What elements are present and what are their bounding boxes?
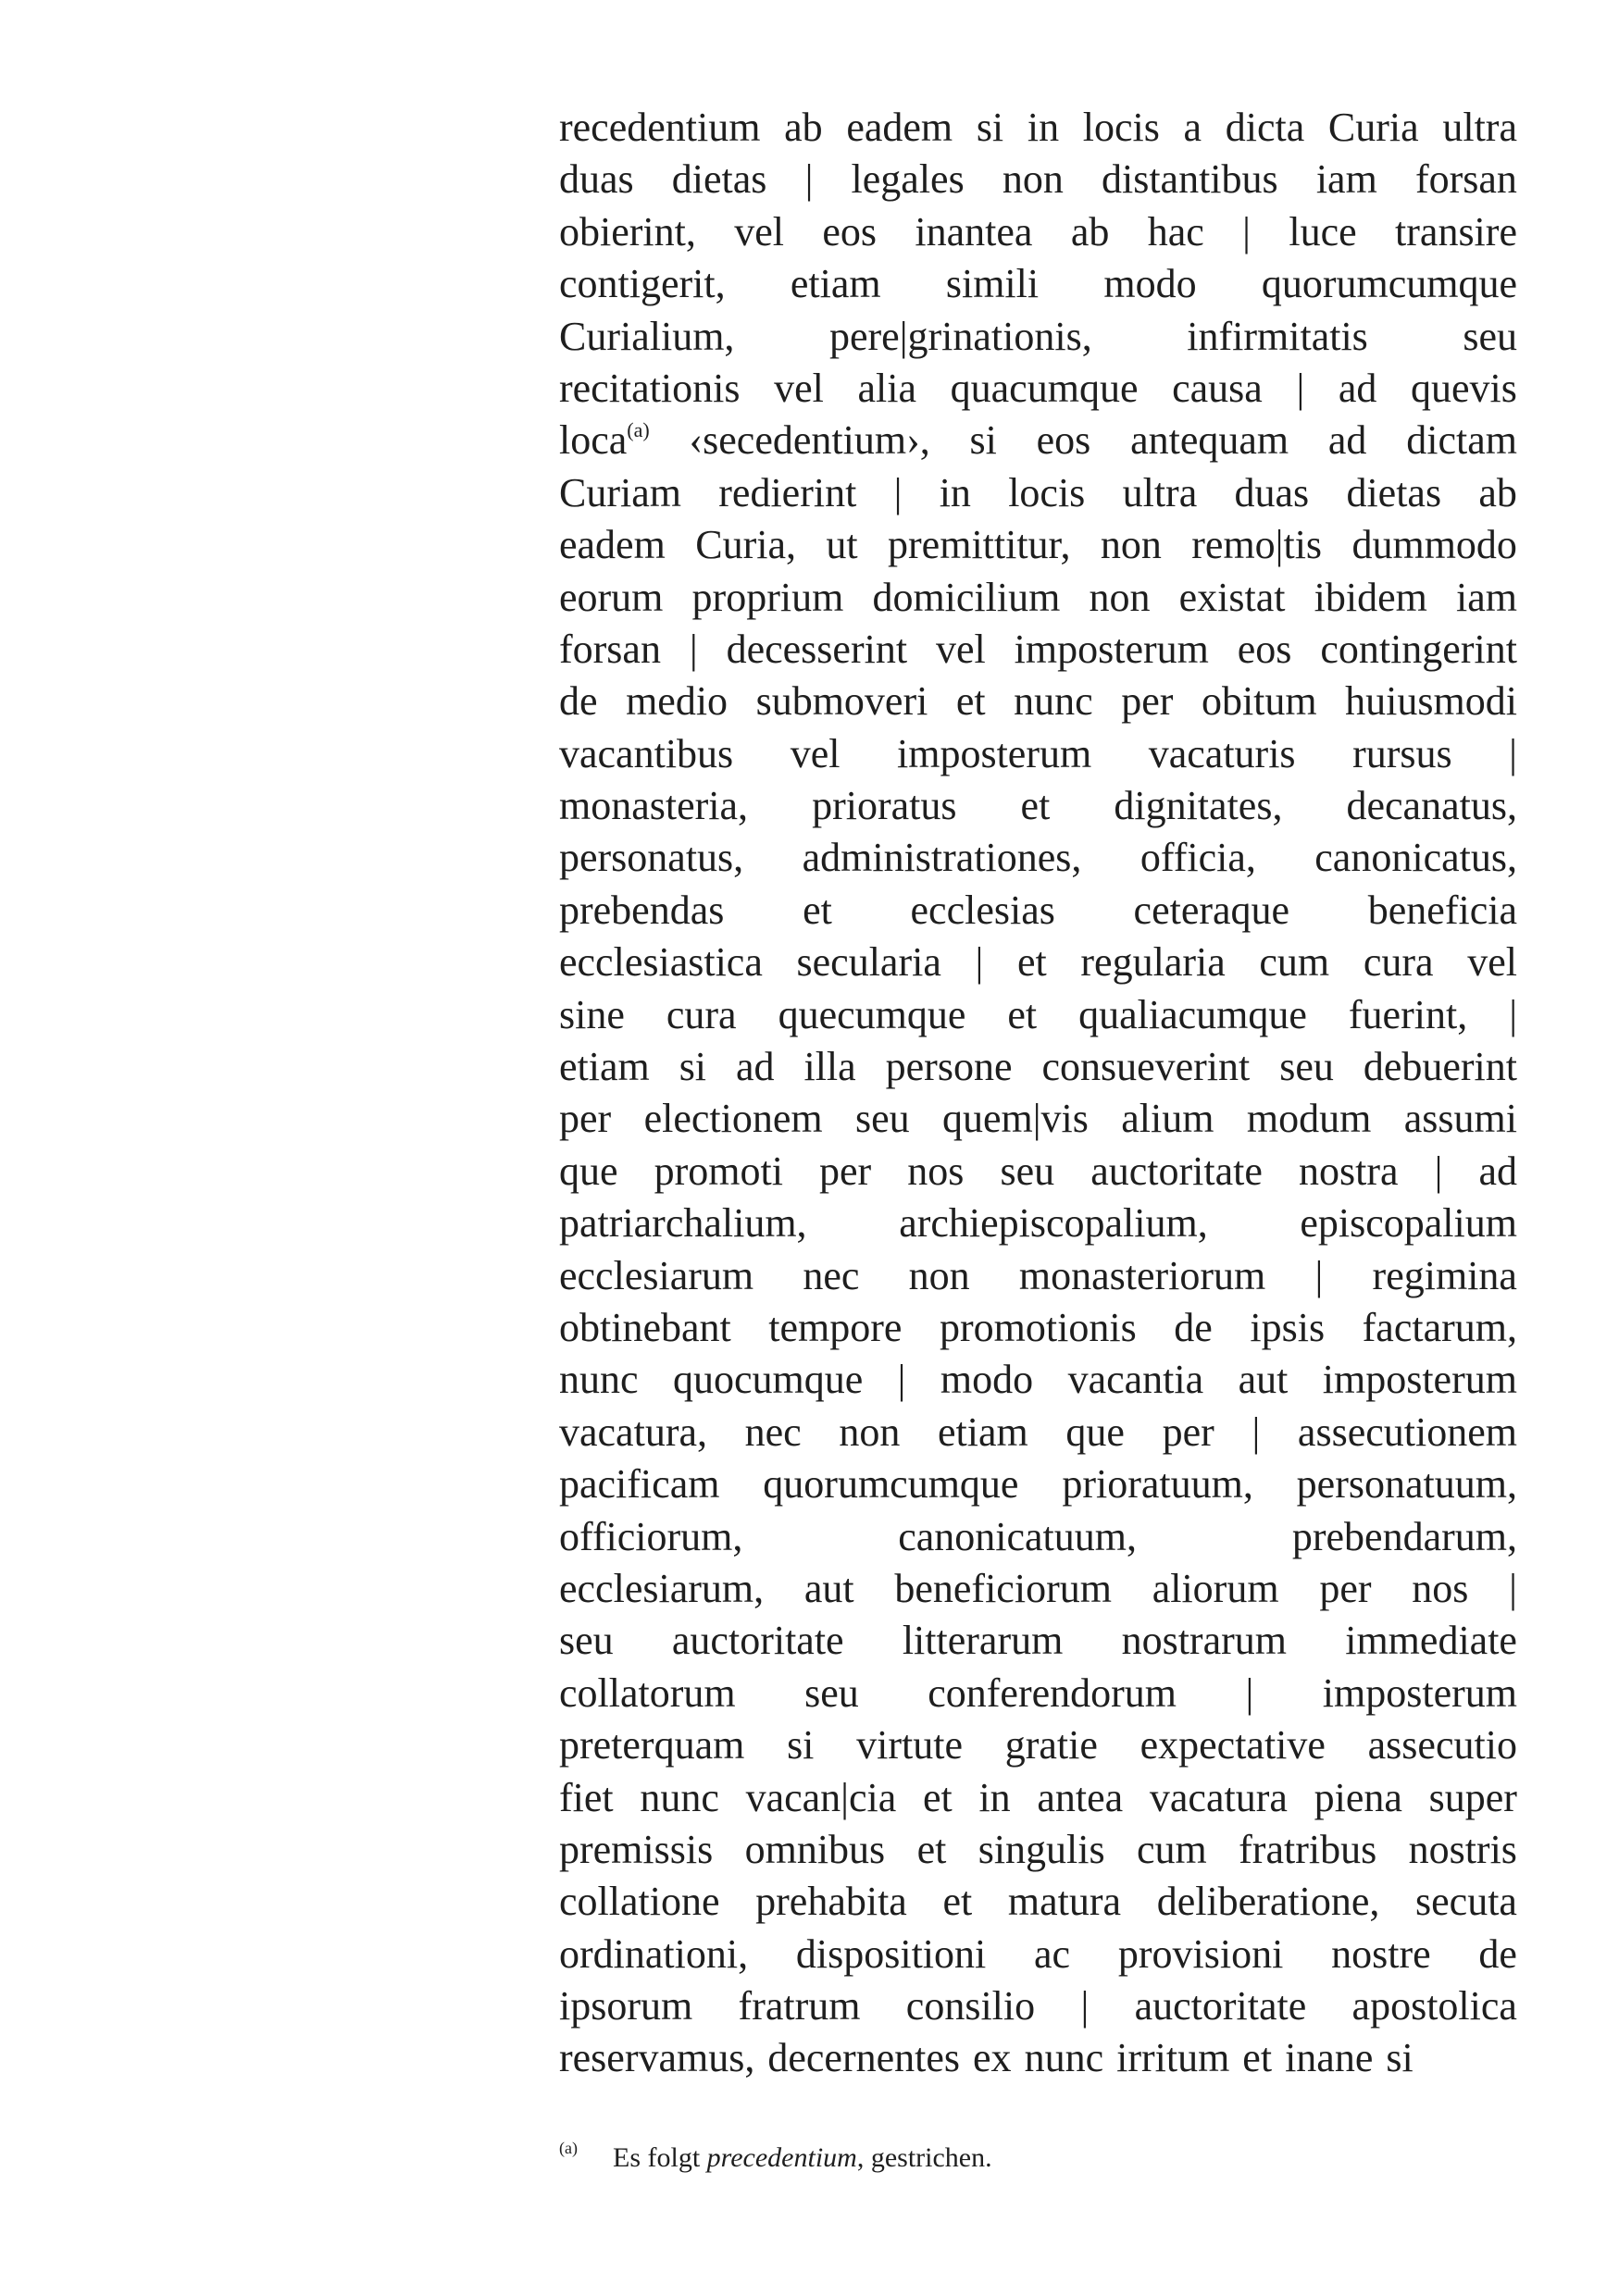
word: dispositioni [795,1930,987,1977]
word: in [1027,105,1060,150]
word: Curialium, [559,313,735,359]
word: a [1183,105,1202,150]
word: ipsorum [559,1983,693,2029]
word: obtinebant [559,1304,731,1350]
word: per [1162,1409,1214,1455]
word: vacatura, [559,1409,707,1455]
word: vel [790,730,841,776]
word: irritum [1116,2035,1230,2081]
text-line [559,1929,1517,1980]
text-line [559,311,1517,363]
word: | [1296,365,1305,411]
footnote-italic-word: precedentium [706,2142,857,2173]
text-line [559,1668,1517,1719]
text-line [559,1302,1517,1354]
word: ceteraque [1133,887,1290,933]
word: quem|vis [941,1096,1089,1142]
word: ad [1338,365,1377,411]
word: aliorum [1152,1565,1279,1611]
word: cura [666,991,737,1037]
word: ad [1327,417,1367,464]
word: seu [854,1096,910,1142]
word: nunc [640,1774,719,1820]
word: ac [1034,1930,1071,1977]
word: tempore [768,1304,903,1350]
word: ut [826,522,858,568]
text-line [559,1458,1517,1510]
word: quorumcumque [763,1461,1019,1508]
word: contigerit, [559,261,726,307]
word: | [1314,1252,1324,1298]
word: vel [774,365,824,411]
word: transire [1395,208,1517,254]
word: forsan [1414,156,1517,203]
text-line [559,1824,1517,1876]
word: nos [907,1148,965,1194]
word: ibidem [1314,574,1427,620]
word: locis [1082,105,1160,150]
word: de [1478,1930,1517,1977]
word: | [1242,208,1251,254]
word: et [1020,783,1051,829]
word: ecclesias [910,887,1055,933]
word: in [939,469,971,515]
word: dietas [671,156,767,203]
text-line [559,572,1517,624]
text-line [559,258,1517,310]
word: | [1245,1669,1254,1716]
text-line [559,1719,1517,1771]
word: decernentes [767,2035,961,2081]
word: canonicatuum, [898,1513,1138,1559]
word: | [897,1357,906,1403]
word: iam [1455,574,1517,620]
word: conferendorum [928,1669,1177,1716]
text-line [559,989,1517,1041]
word: episcopalium [1300,1200,1517,1247]
text-line [559,832,1517,884]
word: et [955,678,986,725]
word: de [559,678,598,725]
word: | [1434,1148,1443,1194]
word: assecutio [1367,1722,1517,1769]
word: eos [1237,626,1292,672]
word: recitationis [559,365,741,411]
word: vacatura [1149,1774,1288,1820]
text-line [559,1980,1517,2032]
word: immediate [1345,1618,1517,1664]
word: et [922,1774,953,1820]
word: submoveri [755,678,928,725]
text-line [559,1563,1517,1615]
word: luce [1289,208,1357,254]
word: distantibus [1101,156,1278,203]
word: que [1065,1409,1125,1455]
word: prebendas [559,887,725,933]
word: ordinationi, [559,1930,749,1977]
text-line [559,780,1517,832]
word: consilio [905,1983,1036,2029]
word: prioratus [812,783,957,829]
word: inane [1285,2035,1374,2081]
word: fratrum [738,1983,861,2029]
word: dignitates, [1114,783,1283,829]
word: obierint, [559,208,696,254]
word: officia, [1140,835,1256,881]
text-line [559,1354,1517,1406]
footnote-prefix: Es folgt [613,2142,707,2173]
word: modo [940,1357,1034,1403]
text-line [559,1093,1517,1145]
word: regimina [1372,1252,1517,1298]
word: imposterum [897,730,1092,776]
word: quevis [1411,365,1517,411]
word: modo [1103,261,1197,307]
word: ad [736,1044,775,1090]
word: nec [803,1252,860,1298]
word: singulis [978,1826,1105,1872]
word: legales [851,156,965,203]
text-line [559,363,1517,415]
word: de [1174,1304,1213,1350]
word: infirmitatis [1187,313,1368,359]
word: beneficiorum [894,1565,1112,1611]
word: per [559,1096,612,1142]
word: vacantia [1067,1357,1204,1403]
word: alium [1121,1096,1214,1142]
word: provisioni [1117,1930,1284,1977]
main-text-block [559,102,1517,2085]
word: vacaturis [1148,730,1296,776]
word: promotionis [940,1304,1137,1350]
word: prebendarum, [1291,1513,1517,1559]
word: canonicatus, [1314,835,1517,881]
word: seu [804,1669,859,1716]
word: nostrarum [1121,1618,1287,1664]
word: nos [1412,1565,1469,1611]
word: beneficia [1367,887,1517,933]
word: auctoritate [1090,1148,1263,1194]
word: monasteria, [559,783,749,829]
word: nunc [559,1357,639,1403]
word: pacificam [559,1461,720,1508]
word: rursus [1352,730,1452,776]
word: litterarum [902,1618,1064,1664]
word: si [787,1722,815,1769]
word: auctoritate [671,1618,844,1664]
word: si [679,1044,707,1090]
word: super [1428,1774,1517,1820]
text-line [559,154,1517,205]
word: causa [1172,365,1263,411]
word: etiam [938,1409,1028,1455]
word: ab [1070,208,1110,254]
word: quocumque [672,1357,864,1403]
word: contingerint [1320,626,1517,672]
text-line [559,206,1517,258]
word: eorum [559,574,664,620]
word: et [1016,939,1047,986]
word: cum [1137,1826,1207,1872]
word: non [908,1252,970,1298]
word: imposterum [1014,626,1209,672]
word: seu [1279,1044,1334,1090]
word: ex [973,2035,1012,2081]
word: regularia [1080,939,1226,986]
word: quecumque [778,991,966,1037]
word: eadem [559,522,666,568]
word: fiet [559,1774,614,1820]
word: etiam [790,261,881,307]
word: si [969,417,997,464]
word: eadem [846,105,953,150]
word: remo|tis [1191,522,1323,568]
word: fratribus [1239,1826,1377,1872]
word: piena [1314,1774,1402,1820]
word: premissis [559,1826,714,1872]
word: non [1100,522,1162,568]
word: secuta [1415,1879,1517,1925]
word: iam [1315,156,1377,203]
word: eos [1036,417,1091,464]
word: collatione [559,1879,720,1925]
word: personatuum, [1296,1461,1517,1508]
word: ab [1478,469,1517,515]
word: quorumcumque [1261,261,1517,307]
word: decesserint [726,626,908,672]
word: | [1509,730,1517,776]
text-line [559,1876,1517,1928]
word: ab [784,105,823,150]
word: apostolica [1351,1983,1517,2029]
word: ultra [1442,105,1517,150]
footnote-suffix: , gestrichen. [856,2142,992,2173]
word: loca$^{(a)}$ [559,417,650,464]
word: si [1386,2035,1414,2081]
footnote-reference: (a) [627,418,650,442]
word: matura [1007,1879,1122,1925]
word: factarum, [1362,1304,1517,1350]
word: imposterum [1322,1669,1517,1716]
word: non [1089,574,1151,620]
word: vacantibus [559,730,734,776]
word: ipsis [1250,1304,1326,1350]
word: simili [945,261,1040,307]
word: per [1121,678,1174,725]
word: nunc [1024,2035,1104,2081]
word: Curiam [559,469,681,515]
word: administrationes, [802,835,1082,881]
word: monasteriorum [1018,1252,1266,1298]
word: decanatus, [1346,783,1517,829]
word: ad [1478,1148,1517,1194]
word: | [1509,991,1517,1037]
text-line [559,1772,1517,1824]
word: auctoritate [1134,1983,1307,2029]
word: prioratuum, [1062,1461,1253,1508]
word: et [942,1879,973,1925]
word: qualiacumque [1078,991,1307,1037]
word: vacan|cia [745,1774,897,1820]
word: patriarchalium, [559,1200,807,1247]
text-line [559,519,1517,571]
word: hac [1147,208,1204,254]
text-line [559,1615,1517,1667]
word: modum [1246,1096,1372,1142]
word: forsan [559,626,661,672]
text-line [559,1250,1517,1302]
word: assecutionem [1297,1409,1517,1455]
word: persone [885,1044,1013,1090]
word: nostris [1408,1826,1517,1872]
word: | [893,469,903,515]
word: electionem [643,1096,823,1142]
word: | [1080,1983,1090,2029]
word: et [1007,991,1038,1037]
word: locis [1008,469,1086,515]
word: personatus, [559,835,744,881]
text-line [559,937,1517,988]
word: imposterum [1322,1357,1517,1403]
word: deliberatione, [1156,1879,1380,1925]
word: officiorum, [559,1513,743,1559]
word: redierint [718,469,857,515]
word: | [975,939,984,986]
word: seu [1463,313,1517,359]
word: nec [744,1409,802,1455]
word: Curia, [695,522,796,568]
word: vel [1467,939,1517,986]
word: aut [1238,1357,1289,1403]
word: gratie [1004,1722,1098,1769]
word: etiam [559,1044,650,1090]
word: dummodo [1351,522,1517,568]
word: expectative [1140,1722,1326,1769]
text-line [559,1407,1517,1458]
word: secularia [796,939,941,986]
word: promoti [654,1148,783,1194]
word: nostre [1331,1930,1431,1977]
text-line [559,1198,1517,1249]
word: duas [559,156,634,203]
word: consueverint [1041,1044,1251,1090]
word: aut [803,1565,854,1611]
word: collatorum [559,1669,736,1716]
text-line [559,102,1517,154]
word: existat [1178,574,1286,620]
word: ecclesiarum, [559,1565,765,1611]
word: recedentium [559,105,761,150]
word: | [804,156,814,203]
word: non [1002,156,1064,203]
text-line [559,1511,1517,1563]
word: reservamus, [559,2035,755,2081]
word: dietas [1346,469,1442,515]
word: medio [626,678,729,725]
word: domicilium [872,574,1061,620]
text-line [559,885,1517,937]
text-line [559,2032,1517,2084]
text-line [559,1041,1517,1093]
word: seu [1000,1148,1055,1194]
word: dictam [1406,417,1517,464]
word: ‹secedentium›, [689,417,930,464]
word: et [916,1826,947,1872]
word: pere|grinationis, [828,313,1092,359]
word: dicta [1225,105,1305,150]
word: huiusmodi [1345,678,1517,725]
word: in [978,1774,1011,1820]
text-line [559,467,1517,519]
word: assumi [1403,1096,1517,1142]
word: vel [734,208,784,254]
text-line [559,728,1517,780]
text-line [559,676,1517,727]
word: omnibus [744,1826,886,1872]
word: si [976,105,1004,150]
text-line [559,415,1517,466]
word: ecclesiastica [559,939,763,986]
word: et [803,887,832,933]
word: prehabita [755,1879,907,1925]
word: vel [935,626,986,672]
word: cura [1363,939,1434,986]
word: antea [1037,1774,1124,1820]
text-line [559,624,1517,676]
word: | [689,626,698,672]
word: quacumque [950,365,1139,411]
word: nunc [1014,678,1093,725]
footnote: (a) Es folgt precedentium, gestrichen. [559,2139,992,2173]
word: debuerint [1363,1044,1517,1090]
word: per [819,1148,872,1194]
word: inantea [915,208,1033,254]
word: que [559,1148,618,1194]
word: cum [1259,939,1330,986]
word: virtute [856,1722,963,1769]
word: proprium [691,574,844,620]
word: seu [559,1618,614,1664]
word: eos [822,208,878,254]
word: sine [559,991,625,1037]
word: illa [803,1044,856,1090]
word: duas [1234,469,1310,515]
word: ultra [1122,469,1198,515]
text-line [559,1146,1517,1198]
word: antequam [1130,417,1289,464]
word: archiepiscopalium, [899,1200,1208,1247]
word: Curia [1327,105,1419,150]
word: per [1319,1565,1372,1611]
word: premittitur, [888,522,1071,568]
word: fuerint, [1348,991,1468,1037]
word: obitum [1201,678,1317,725]
word: | [1509,1565,1517,1611]
word: non [839,1409,901,1455]
word: preterquam [559,1722,745,1769]
word: ecclesiarum [559,1252,754,1298]
word: nostra [1298,1148,1399,1194]
word: alia [857,365,917,411]
word: | [1252,1409,1261,1455]
word: et [1242,2035,1273,2081]
